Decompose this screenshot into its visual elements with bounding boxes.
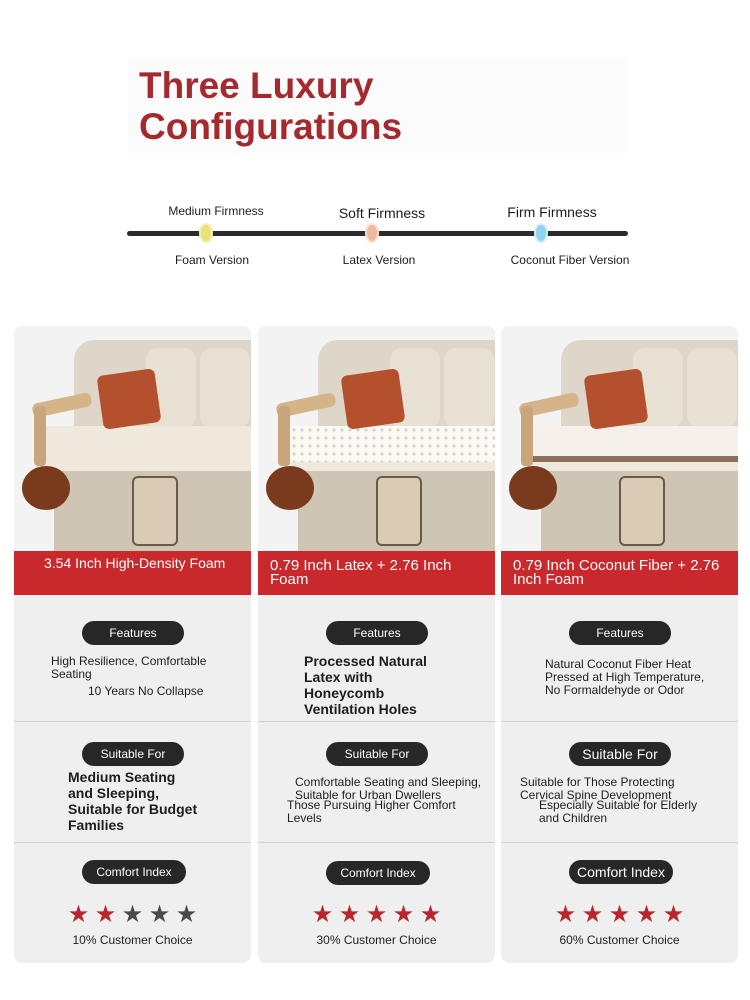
version-label-coconut: Coconut Fiber Version: [510, 253, 630, 267]
pillow-icon: [584, 368, 649, 430]
firmness-scale: [0, 190, 750, 280]
comfort-stars: [258, 901, 495, 928]
features-pill: Features: [82, 621, 184, 645]
guitar-icon: [22, 466, 70, 510]
config-band: 0.79 Inch Coconut Fiber + 2.76 Inch Foam: [501, 551, 738, 595]
star-filled-icon: ★: [635, 901, 658, 928]
firmness-label-soft: Soft Firmness: [338, 205, 426, 221]
title-line-1: Three Luxury: [139, 65, 374, 106]
suitable-pill: Suitable For: [326, 742, 428, 766]
firmness-label-medium: Medium Firmness: [168, 204, 264, 218]
suitable-pill: Suitable For: [569, 742, 671, 766]
coconut-layer: [533, 426, 738, 462]
latex-layer: [290, 426, 495, 462]
suitable-text-2: Especially Suitable for Elderly and Children: [539, 798, 698, 825]
sofa-latex-image: [258, 326, 495, 551]
star-empty-icon: ★: [148, 901, 171, 928]
comfort-pill: Comfort Index: [569, 860, 673, 884]
foam-marker-icon: [199, 223, 213, 243]
pillow-icon: [341, 368, 406, 430]
title-line-2: Configurations: [139, 106, 403, 147]
firmness-label-firm: Firm Firmness: [507, 204, 597, 220]
features-text: Natural Coconut Fiber Heat Pressed at High Temperature, No Formaldehyde or Odor: [545, 657, 705, 697]
boots-icon: [619, 476, 665, 546]
config-band: 3.54 Inch High-Density Foam: [14, 551, 251, 595]
star-filled-icon: ★: [67, 901, 90, 928]
version-label-latex: Latex Version: [342, 253, 416, 267]
guitar-icon: [266, 466, 314, 510]
pillow-icon: [97, 368, 162, 430]
config-card-foam: [14, 326, 251, 963]
features-pill: Features: [569, 621, 671, 645]
coconut-marker-icon: [534, 223, 548, 243]
star-filled-icon: ★: [365, 901, 388, 928]
features-text-2: 10 Years No Collapse: [88, 684, 204, 698]
features-text: Processed Natural Latex with Honeycomb Ventilation Holes: [304, 653, 427, 717]
latex-marker-icon: [365, 223, 379, 243]
version-label-foam: Foam Version: [174, 253, 250, 267]
star-filled-icon: ★: [311, 901, 334, 928]
customer-choice: 30% Customer Choice: [316, 933, 437, 947]
comfort-pill: Comfort Index: [82, 860, 186, 884]
star-empty-icon: ★: [121, 901, 144, 928]
config-card-latex: [258, 326, 495, 963]
star-filled-icon: ★: [94, 901, 117, 928]
suitable-text: Medium Seating and Sleeping, Suitable for Budget Families: [68, 769, 198, 833]
star-filled-icon: ★: [554, 901, 577, 928]
features-pill: Features: [326, 621, 428, 645]
title-panel: [128, 58, 628, 153]
comfort-stars: [501, 901, 738, 928]
star-filled-icon: ★: [419, 901, 442, 928]
comfort-stars: [14, 901, 251, 928]
suitable-pill: Suitable For: [82, 742, 184, 766]
customer-choice: 10% Customer Choice: [72, 933, 193, 947]
star-empty-icon: ★: [175, 901, 198, 928]
star-filled-icon: ★: [662, 901, 685, 928]
boots-icon: [132, 476, 178, 546]
sofa-coconut-image: [501, 326, 738, 551]
features-text: High Resilience, Comfortable Seating: [51, 654, 207, 681]
star-filled-icon: ★: [608, 901, 631, 928]
suitable-text: Suitable for Those Protecting Cervical Spine Development: [520, 775, 675, 802]
guitar-icon: [509, 466, 557, 510]
suitable-text-2: Those Pursuing Higher Comfort Levels: [287, 798, 456, 825]
suitable-text: Comfortable Seating and Sleeping, Suitable for Urban Dwellers: [295, 775, 482, 802]
star-filled-icon: ★: [338, 901, 361, 928]
sofa-foam-image: [14, 326, 251, 551]
boots-icon: [376, 476, 422, 546]
comfort-pill: Comfort Index: [326, 861, 430, 885]
config-card-coconut: [501, 326, 738, 963]
customer-choice: 60% Customer Choice: [559, 933, 680, 947]
star-filled-icon: ★: [581, 901, 604, 928]
page-title: [139, 65, 402, 147]
config-band: 0.79 Inch Latex + 2.76 Inch Foam: [258, 551, 495, 595]
star-filled-icon: ★: [392, 901, 415, 928]
